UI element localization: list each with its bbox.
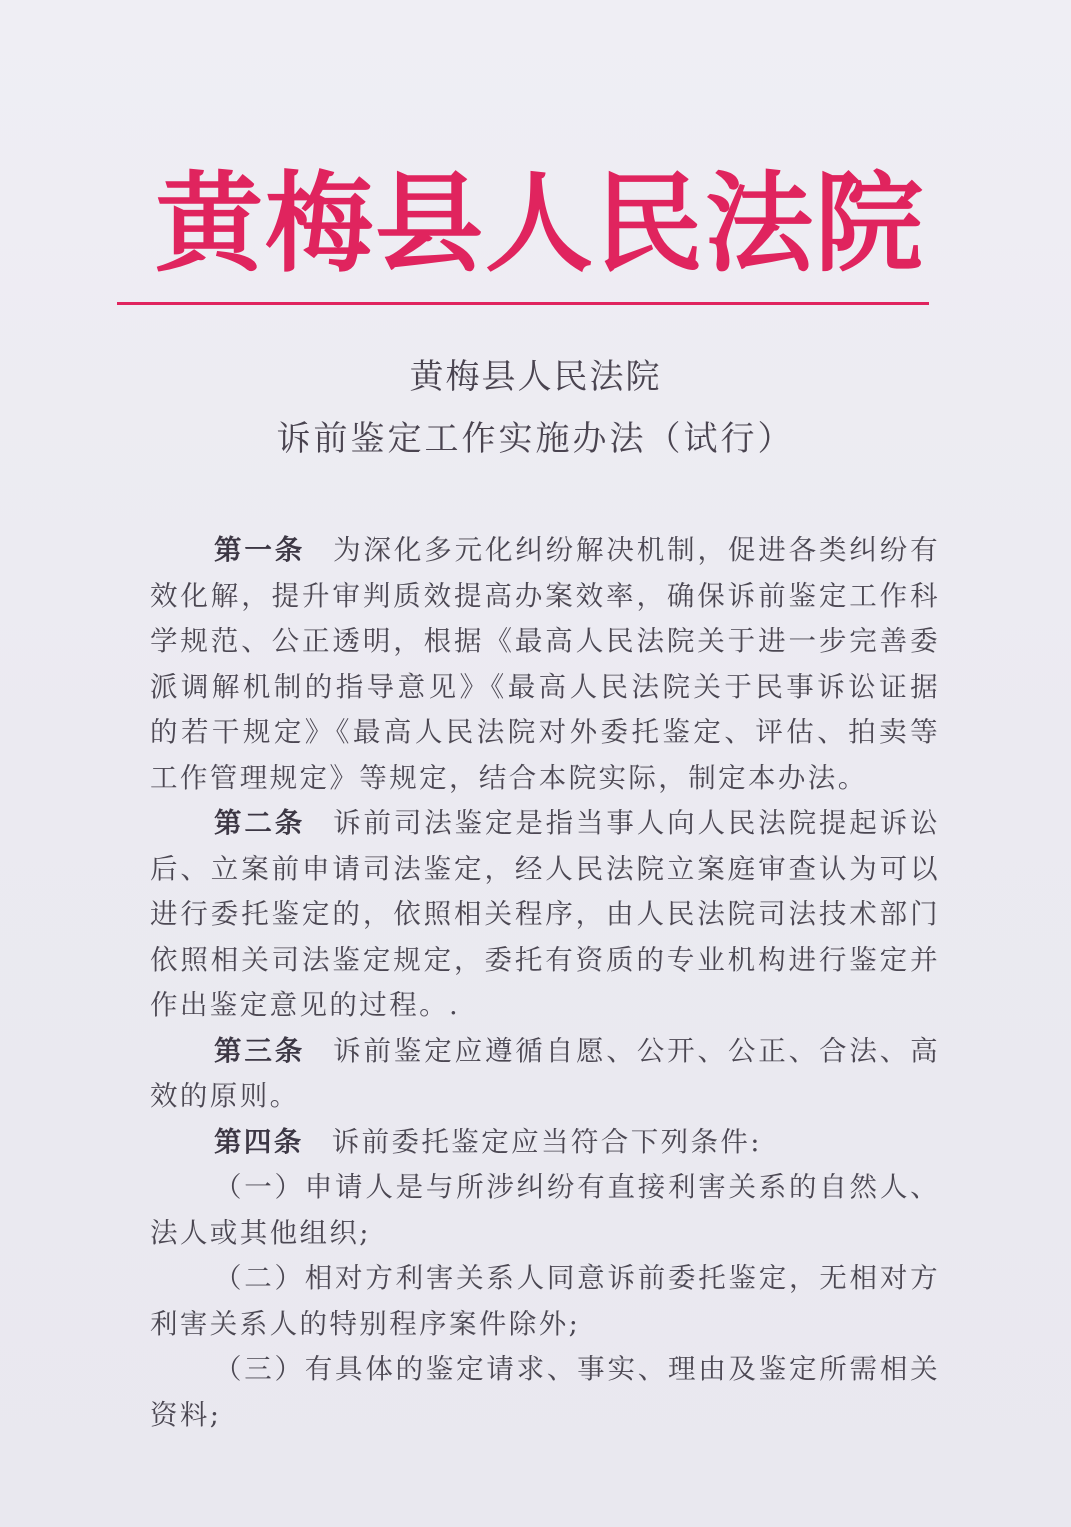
document-body — [150, 528, 940, 1438]
article-3 — [150, 1029, 940, 1120]
article-text: 诉前司法鉴定是指当事人向人民法院提起诉讼后、立案前申请司法鉴定，经人民法院立案庭审查认为可以进行委托鉴定的，依照相关程序，由人民法院司法技术部门依照相关司法鉴定规定，委托有资质的专业机构进行鉴定并作出鉴定意见的过程。. — [150, 807, 941, 1021]
article-label: 第三条 — [214, 1034, 306, 1067]
article-label: 第四条 — [214, 1125, 304, 1158]
condition-item: （一）申请人是与所涉纠纷有直接利害关系的自然人、法人或其他组织; — [150, 1171, 940, 1249]
condition-item: （二）相对方利害关系人同意诉前委托鉴定，无相对方利害关系人的特别程序案件除外; — [150, 1262, 940, 1340]
article-text: 诉前鉴定应遵循自愿、公开、公正、合法、高效的原则。 — [150, 1034, 941, 1112]
article-label: 第一条 — [214, 534, 306, 566]
article-2 — [150, 801, 940, 1029]
article-1 — [150, 528, 940, 801]
court-letterhead: 黄梅县人民法院 — [154, 162, 925, 287]
article-label: 第二条 — [214, 807, 306, 839]
document-title-court: 黄梅县人民法院 — [409, 357, 662, 397]
letterhead-rule — [117, 302, 929, 305]
article-4 — [150, 1120, 940, 1166]
article-text: 诉前委托鉴定应当符合下列条件: — [331, 1125, 762, 1158]
document-title-name: 诉前鉴定工作实施办法（试行） — [276, 419, 795, 459]
article-text: 为深化多元化纠纷解决机制，促进各类纠纷有效化解，提升审判质效提高办案效率，确保诉前鉴定工作科学规范、公正透明，根据《最高人民法院关于进一步完善委派调解机制的指导意见》《最高人民法院关于民事诉讼证据的若干规定》《最高人民法院对外委托鉴定、评估、拍卖等工作管理规定》等规定，结合本院实际，制定本办法。 — [150, 534, 941, 794]
condition-item: （三）有具体的鉴定请求、事实、理由及鉴定所需相关资料; — [150, 1353, 940, 1431]
